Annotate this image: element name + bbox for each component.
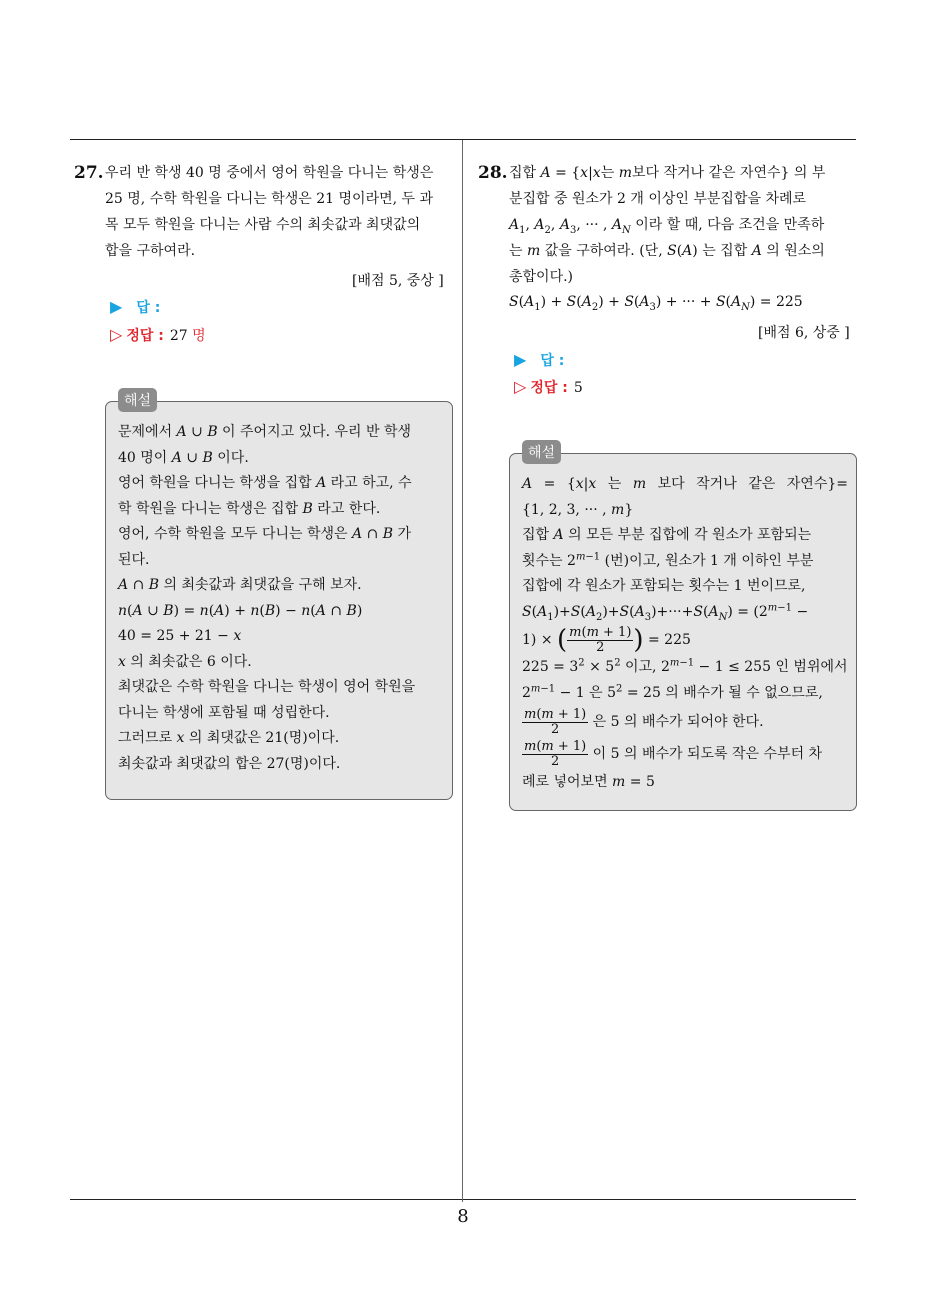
explanation-line: 최솟값과 최댓값의 합은 27(명)이다. [118, 755, 341, 772]
score-difficulty: [배점 6, 상중 ] [758, 325, 850, 341]
explanation-line: 집합 A 의 모든 부분 집합에 각 원소가 포함되는 [522, 527, 812, 543]
question-line: 25 명, 수학 학원을 다니는 학생은 21 명이라면, 두 과 [105, 191, 434, 207]
explanation-line: 집합에 각 원소가 포함되는 횟수는 1 번이므로, [522, 578, 806, 594]
explanation-line: 다니는 학생에 포함될 때 성립한다. [118, 704, 330, 721]
correct-unit: 명 [192, 328, 206, 344]
explanation-line: 문제에서 A ∪ B 이 주어지고 있다. 우리 반 학생 [118, 424, 412, 440]
correct-value: 5 [573, 380, 583, 396]
question-line: 는 m 값을 구하여라. (단, S(A) 는 집합 A 의 원소의 [509, 243, 825, 259]
answer-label: 답 : [136, 300, 161, 316]
explanation-line: 영어, 수학 학원을 모두 다니는 학생은 A ∩ B 가 [118, 526, 412, 542]
explanation-line: 1) × ( $\frac{m(m + 1)}{2}$ ) = 225 [522, 624, 691, 655]
explanation-tag: 해설 [118, 388, 157, 412]
explanation-line: 영어 학원을 다니는 학생을 집합 A 라고 하고, 수 [118, 475, 412, 491]
outline-triangle-icon: ▷ [514, 377, 527, 396]
question-line: 목 모두 학원을 다니는 사람 수의 최솟값과 최댓값의 [105, 217, 421, 233]
explanation-line: A ∩ B 의 최솟값과 최댓값을 구해 보자. [118, 577, 362, 593]
explanation-line: $\frac{m(m + 1)}{2}$ 이 5 의 배수가 되도록 작은 수부터 차 [524, 738, 823, 769]
top-rule [70, 139, 856, 140]
explanation-line: 최댓값은 수학 학원을 다니는 학생이 영어 학원을 [118, 679, 416, 695]
question-line: 합을 구하여라. [105, 243, 196, 259]
correct-value: 27 [169, 328, 188, 344]
question-line: 분집합 중 원소가 2 개 이상인 부분집합을 차례로 [509, 191, 807, 207]
correct-label: 정답 : [530, 380, 568, 396]
question-line: $A_1$, $A_2$, $A_3$, ··· , $A_N$ 이라 할 때, 다음 조건을 만족하 [509, 217, 825, 236]
explanation-line: $2^{m-1} - 1$ 은 $5^2 = 25$ 의 배수가 될 수 없으므로, [522, 682, 823, 701]
correct-answer-row [110, 325, 206, 345]
explanation-line: x 의 최솟값은 6 이다. [118, 653, 252, 670]
explanation-line: 례로 넣어보면 m = 5 [522, 774, 655, 790]
explanation-line: 된다. [118, 551, 150, 568]
answer-row[interactable] [110, 297, 160, 317]
play-triangle-icon: ▶ [514, 350, 527, 369]
explanation-line: {1, 2, 3, ··· , m} [522, 501, 634, 518]
question-text [509, 160, 859, 314]
explanation-line: 40 = 25 + 21 − x [118, 628, 242, 644]
score-difficulty: [배점 5, 중상 ] [352, 273, 444, 289]
explanation-line: 그러므로 x 의 최댓값은 21(명)이다. [118, 730, 340, 746]
play-triangle-icon: ▶ [110, 297, 123, 316]
question-text [105, 160, 455, 264]
explanation-line: 학 학원을 다니는 학생은 집합 B 라고 한다. [118, 500, 381, 517]
page-number: 8 [457, 1206, 469, 1227]
explanation-line: $\frac{m(m + 1)}{2}$ 은 5 의 배수가 되어야 한다. [524, 706, 764, 737]
answer-label: 답 : [540, 353, 565, 369]
question-number: 28. [478, 163, 508, 183]
correct-answer-row [514, 377, 583, 397]
explanation-text [118, 420, 415, 777]
bottom-rule [70, 1199, 856, 1200]
explanation-box [105, 393, 453, 800]
explanation-line: $225 = 3^2 \times 5^2$ 이고, $2^{m-1} - 1 \le 255$ 인 범위에서 [522, 657, 848, 675]
question-number: 27. [74, 163, 104, 183]
question-line: 집합 A = {x|x는 m보다 작거나 같은 자연수} 의 부 [509, 165, 826, 181]
explanation-tag: 해설 [522, 440, 561, 464]
correct-label: 정답 : [126, 328, 164, 344]
question-line: 우리 반 학생 40 명 중에서 영어 학원을 다니는 학생은 [105, 165, 434, 181]
answer-row[interactable] [514, 350, 564, 370]
explanation-line: $S(A_1)+S(A_2)+S(A_3)+\cdot\cdot\cdot+S(A_N) = (2^{m-1}$ − [522, 601, 809, 623]
explanation-line: 40 명이 A ∪ B 이다. [118, 449, 249, 466]
explanation-line: 횟수는 $2^{m-1}$ (번)이고, 원소가 1 개 이하인 부분 [522, 550, 814, 569]
outline-triangle-icon: ▷ [110, 325, 123, 344]
explanation-line: A = {x|x 는 m 보다 작거나 같은 자연수}= [522, 476, 848, 492]
question-condition: $S(A_1) + S(A_2) + S(A_3)$ + ··· + $S(A_N) = 225$ [509, 294, 803, 313]
explanation-line: n(A ∪ B) = n(A) + n(B) − n(A ∩ B) [118, 602, 363, 619]
explanation-box [509, 445, 857, 811]
explanation-text [522, 472, 848, 796]
column-divider [462, 140, 463, 1202]
question-line: 총합이다.) [509, 269, 574, 285]
